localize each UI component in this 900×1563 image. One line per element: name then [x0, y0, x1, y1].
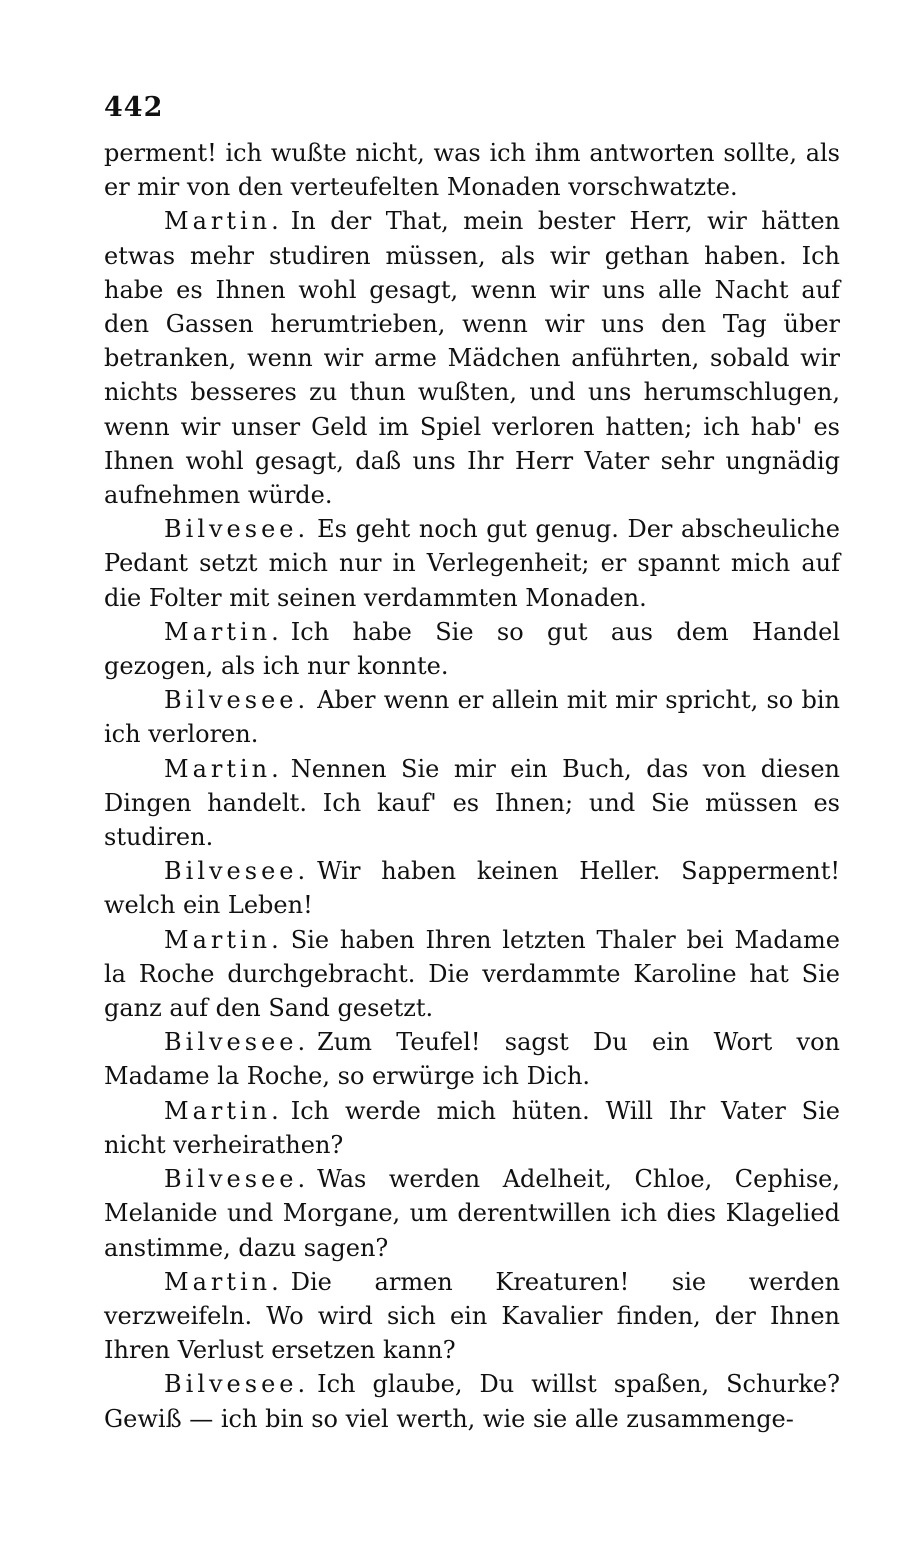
paragraph	[104, 1094, 840, 1162]
paragraph	[104, 923, 840, 1026]
speaker-name: Martin.	[164, 207, 283, 236]
paragraph	[104, 1162, 840, 1265]
page-number: 442	[104, 92, 164, 123]
paragraph	[104, 683, 840, 751]
speaker-name: Martin.	[164, 1267, 283, 1296]
paragraph-text: Die armen Kreaturen! sie werden verzweifeln. Wo wird sich ein Kavalier finden, der Ihnen Ihren Verlust ersetzen kann?	[104, 1267, 840, 1365]
paragraph	[104, 854, 840, 922]
speaker-name: Bilvesee.	[164, 1370, 310, 1399]
paragraph-text: Ich werde mich hüten. Will Ihr Vater Sie nicht verheirathen?	[104, 1096, 840, 1159]
speaker-name: Bilvesee.	[164, 1028, 310, 1057]
paragraph	[104, 752, 840, 855]
paragraph-text: Sie haben Ihren letzten Thaler bei Madame la Roche durchgebracht. Die verdammte Karoline hat Sie ganz auf den Sand gesetzt.	[104, 925, 840, 1023]
paragraph	[104, 136, 840, 204]
speaker-name: Bilvesee.	[164, 1165, 310, 1194]
paragraph	[104, 1025, 840, 1093]
paragraph-text: Aber wenn er allein mit mir spricht, so bin ich verloren.	[104, 686, 840, 749]
paragraph	[104, 512, 840, 615]
paragraph	[104, 204, 840, 512]
speaker-name: Bilvesee.	[164, 686, 310, 715]
paragraph	[104, 1265, 840, 1368]
paragraph-text: Was werden Adelheit, Chloe, Cephise, Melanide und Morgane, um derentwillen ich dies Klagelied anstimme, dazu sagen?	[104, 1165, 840, 1262]
speaker-name: Bilvesee.	[164, 515, 310, 544]
book-page	[104, 88, 840, 1436]
speaker-name: Martin.	[164, 754, 283, 783]
speaker-name: Martin.	[164, 1096, 283, 1125]
paragraph-text: Wir haben keinen Heller. Sapperment! welch ein Leben!	[104, 857, 840, 920]
paragraph-text: Nennen Sie mir ein Buch, das von diesen Dingen handelt. Ich kauf' es Ihnen; und Sie müssen es studiren.	[104, 754, 840, 852]
paragraph-text: Ich glaube, Du willst spaßen, Schurke? Gewiß — ich bin so viel werth, wie sie alle zusammenge-	[104, 1370, 840, 1433]
speaker-name: Martin.	[164, 925, 283, 954]
paragraph	[104, 615, 840, 683]
paragraph-text: Es geht noch gut genug. Der abscheuliche Pedant setzt mich nur in Verlegenheit; er spannt mich auf die Folter mit seinen verdammten Monaden.	[104, 515, 840, 612]
paragraph-text: Ich habe Sie so gut aus dem Handel gezogen, als ich nur konnte.	[104, 617, 840, 681]
speaker-name: Martin.	[164, 617, 283, 646]
paragraph	[104, 1367, 840, 1435]
paragraph-text: Zum Teufel! sagst Du ein Wort von Madame la Roche, so erwürge ich Dich.	[104, 1028, 840, 1091]
paragraph-text: In der That, mein bester Herr, wir hätten etwas mehr studiren müssen, als wir gethan haben. Ich habe es Ihnen wohl gesagt, wenn wir uns alle Nacht auf den Gassen herumtrieben, wenn wir uns den Tag über betranken, wenn wir arme Mädchen anführten, sobald wir nichts besseres zu thun wußten, und uns herumschlugen, wenn wir unser Geld im Spiel verloren hatten; ich hab' es Ihnen wohl gesagt, daß uns Ihr Herr Vater sehr ungnädig aufnehmen würde.	[104, 207, 840, 510]
speaker-name: Bilvesee.	[164, 857, 310, 886]
paragraph-text: perment! ich wußte nicht, was ich ihm antworten sollte, als er mir von den verteufelten Monaden vorschwatzte.	[104, 139, 840, 202]
